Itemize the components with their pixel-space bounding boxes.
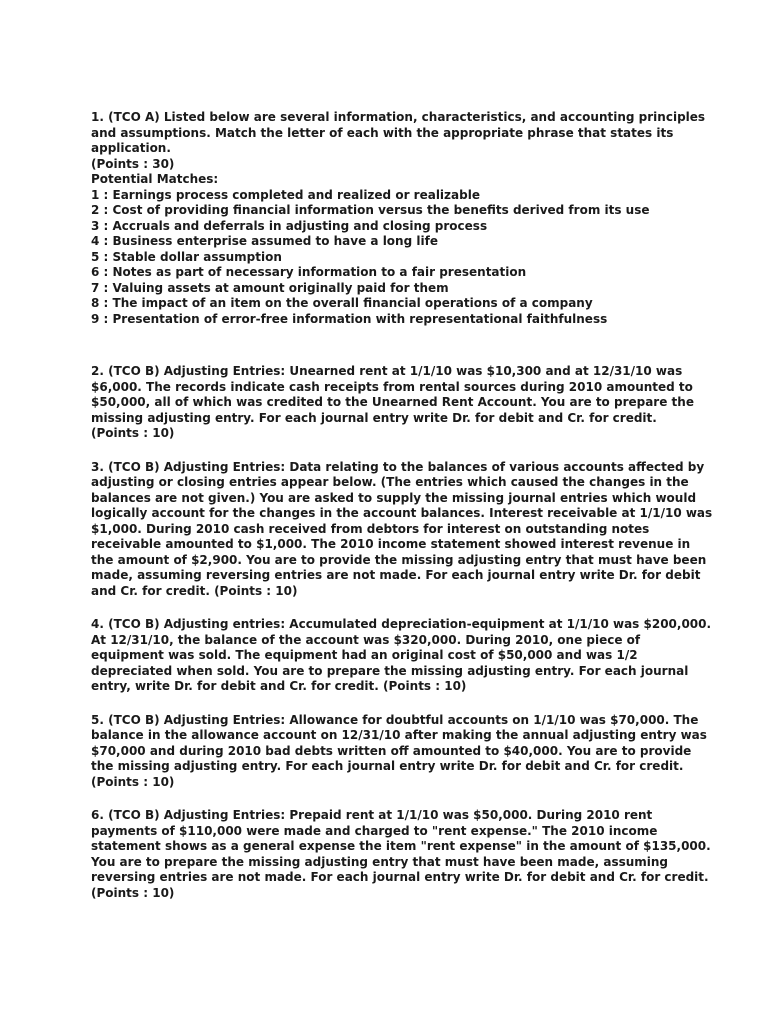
q1-matches-heading: Potential Matches: bbox=[91, 172, 219, 186]
q2-line-3: $50,000, all of which was credited to the Unearned Rent Account. You are to prepare the bbox=[91, 395, 694, 409]
q5-line-2: balance in the allowance account on 12/31/10 after making the annual adjusting entry was bbox=[91, 728, 707, 742]
q2-points: (Points : 10) bbox=[91, 426, 175, 440]
q1-line-1: 1. (TCO A) Listed below are several information, characteristics, and accounting principles bbox=[91, 110, 706, 124]
q6-points: (Points : 10) bbox=[91, 885, 175, 900]
document-page bbox=[91, 110, 713, 901]
spacer bbox=[91, 790, 691, 808]
q6-line-3: statement shows as a general expense the item "rent expense" in the amount of $135,000. bbox=[91, 839, 711, 853]
question-5 bbox=[91, 712, 707, 791]
q6-line-1: 6. (TCO B) Adjusting Entries: Prepaid rent at 1/1/10 was $50,000. During 2010 rent bbox=[91, 808, 653, 822]
q5-points: (Points : 10) bbox=[91, 774, 175, 789]
q3-line-5: $1,000. During 2010 cash received from debtors for interest on outstanding notes bbox=[91, 521, 650, 536]
q1-match-1: 1 : Earnings process completed and realized or realizable bbox=[91, 187, 480, 202]
q4-line-5: entry, write Dr. for debit and Cr. for credit. (Points : 10) bbox=[91, 679, 467, 693]
spacer bbox=[91, 327, 691, 364]
q1-match-4: 4 : Business enterprise assumed to have a long life bbox=[91, 234, 438, 248]
q1-match-3: 3 : Accruals and deferrals in adjusting and closing process bbox=[91, 218, 488, 233]
q3-line-2: adjusting or closing entries appear below. (The entries which caused the changes in the bbox=[91, 475, 689, 489]
q4-line-4: depreciated when sold. You are to prepare the missing adjusting entry. For each journal bbox=[91, 663, 689, 678]
question-6 bbox=[91, 808, 711, 901]
q1-match-9: 9 : Presentation of error-free information with representational faithfulness bbox=[91, 311, 608, 326]
q1-match-7: 7 : Valuing assets at amount originally paid for them bbox=[91, 280, 449, 295]
q2-line-2: $6,000. The records indicate cash receipts from rental sources during 2010 amounted to bbox=[91, 379, 693, 394]
spacer bbox=[91, 695, 691, 713]
q5-line-4: the missing adjusting entry. For each journal entry write Dr. for debit and Cr. for credit. bbox=[91, 759, 684, 773]
q5-line-1: 5. (TCO B) Adjusting Entries: Allowance for doubtful accounts on 1/1/10 was $70,000. The bbox=[91, 712, 699, 727]
question-1 bbox=[91, 110, 706, 327]
q6-line-5: reversing entries are not made. For each journal entry write Dr. for debit and Cr. for credit. bbox=[91, 870, 709, 884]
q3-line-8: made, assuming reversing entries are not made. For each journal entry write Dr. for debit bbox=[91, 568, 701, 582]
q3-line-6: receivable amounted to $1,000. The 2010 income statement showed interest revenue in bbox=[91, 537, 691, 551]
question-3 bbox=[91, 459, 713, 600]
question-4 bbox=[91, 617, 712, 695]
q3-line-1: 3. (TCO B) Adjusting Entries: Data relating to the balances of various accounts affected by bbox=[91, 459, 705, 474]
q2-line-4: missing adjusting entry. For each journal entry write Dr. for debit and Cr. for credit. bbox=[91, 410, 657, 425]
spacer bbox=[91, 599, 691, 617]
q4-line-3: equipment was sold. The equipment had an original cost of $50,000 and was 1/2 bbox=[91, 648, 638, 662]
q2-line-1: 2. (TCO B) Adjusting Entries: Unearned rent at 1/1/10 was $10,300 and at 12/31/10 was bbox=[91, 364, 683, 378]
q5-line-3: $70,000 and during 2010 bad debts written off amounted to $40,000. You are to provide bbox=[91, 743, 692, 758]
q1-match-6: 6 : Notes as part of necessary information to a fair presentation bbox=[91, 265, 527, 279]
spacer bbox=[91, 442, 691, 460]
q1-match-5: 5 : Stable dollar assumption bbox=[91, 249, 282, 264]
q3-line-3: balances are not given.) You are asked to supply the missing journal entries which would bbox=[91, 490, 697, 505]
q3-line-9: and Cr. for credit. (Points : 10) bbox=[91, 583, 298, 598]
q1-line-3: application. bbox=[91, 141, 171, 155]
q4-line-1: 4. (TCO B) Adjusting entries: Accumulated depreciation-equipment at 1/1/10 was $200,000. bbox=[91, 617, 712, 631]
q3-line-4: logically account for the changes in the account balances. Interest receivable at 1/1/10 was bbox=[91, 506, 713, 520]
question-2 bbox=[91, 364, 694, 442]
q6-line-4: You are to prepare the missing adjusting entry that must have been made, assuming bbox=[91, 854, 669, 869]
q1-points: (Points : 30) bbox=[91, 156, 175, 171]
q1-match-8: 8 : The impact of an item on the overall financial operations of a company bbox=[91, 296, 593, 310]
q4-line-2: At 12/31/10, the balance of the account was $320,000. During 2010, one piece of bbox=[91, 632, 641, 647]
q1-match-2: 2 : Cost of providing financial information versus the benefits derived from its use bbox=[91, 203, 650, 217]
q6-line-2: payments of $110,000 were made and charged to "rent expense." The 2010 income bbox=[91, 823, 658, 838]
q1-line-2: and assumptions. Match the letter of each with the appropriate phrase that states its bbox=[91, 125, 674, 140]
q3-line-7: the amount of $2,900. You are to provide the missing adjusting entry that must have been bbox=[91, 552, 707, 567]
